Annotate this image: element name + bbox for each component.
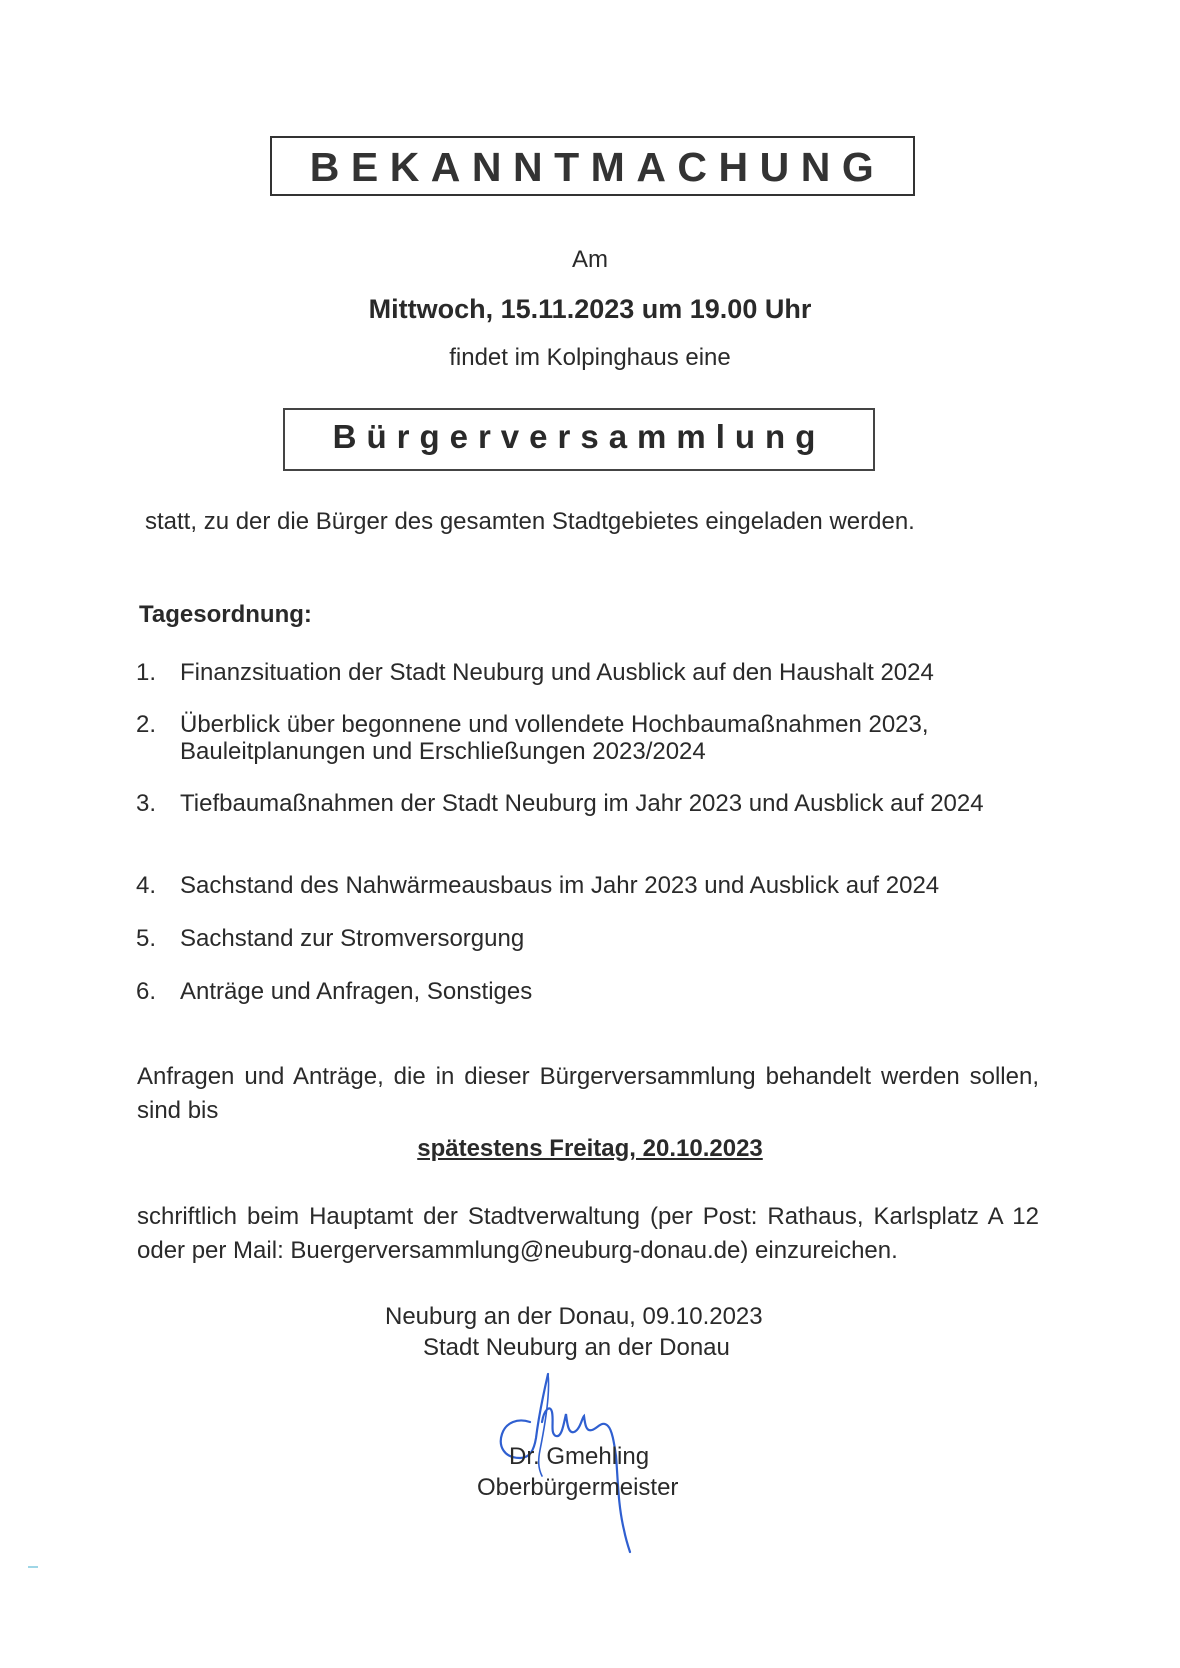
title-box xyxy=(270,136,915,196)
intro-line-am: Am xyxy=(572,246,608,273)
document-title: BEKANNTMACHUNG xyxy=(309,144,886,190)
signatory-role: Oberbürgermeister xyxy=(477,1474,679,1501)
signatory-name: Dr. Gmehling xyxy=(509,1443,650,1470)
agenda-heading: Tagesordnung: xyxy=(139,601,312,628)
agenda-item-label: Finanzsituation der Stadt Neuburg und Ausblick auf den Haushalt 2024 xyxy=(180,659,934,686)
agenda-item-label: Überblick über begonnene und vollendete Hochbaumaßnahmen 2023, Bauleitplanungen und Erschließungen 2023/2024 xyxy=(180,711,929,765)
agenda-item xyxy=(136,711,1056,767)
agenda-item xyxy=(136,978,1056,1008)
place-and-date: Neuburg an der Donau, 09.10.2023 xyxy=(385,1303,763,1330)
agenda-item-label: Sachstand des Nahwärmeausbaus im Jahr 2023 und Ausblick auf 2024 xyxy=(180,872,940,899)
submission-paragraph: schriftlich beim Hauptamt der Stadtverwaltung (per Post: Rathaus, Karlsplatz A 12 oder per Mail: Buergerversammlung@neuburg-donau.de) einzureichen. xyxy=(137,1203,1039,1264)
agenda-item xyxy=(136,872,1056,902)
agenda-item-number: 1. xyxy=(136,659,157,686)
event-name-box xyxy=(283,408,875,471)
meeting-date-time: Mittwoch, 15.11.2023 um 19.00 Uhr xyxy=(368,294,812,324)
agenda-item-number: 6. xyxy=(136,978,157,1005)
agenda-item-number: 5. xyxy=(136,925,157,952)
issuing-authority: Stadt Neuburg an der Donau xyxy=(423,1334,730,1361)
agenda-item-number: 4. xyxy=(136,872,157,899)
requests-paragraph: Anfragen und Anträge, die in dieser Bürgerversammlung behandelt werden sollen, sind bis xyxy=(137,1063,1039,1124)
agenda-item-number: 2. xyxy=(136,711,157,738)
agenda-item-label: Sachstand zur Stromversorgung xyxy=(180,925,525,952)
scan-artifact xyxy=(28,1566,38,1568)
invitation-text: statt, zu der die Bürger des gesamten Stadtgebietes eingeladen werden. xyxy=(145,508,915,535)
agenda-item xyxy=(136,659,1056,689)
agenda-item-number: 3. xyxy=(136,790,157,817)
agenda-item xyxy=(136,790,1056,846)
event-name: Bürgerversammlung xyxy=(332,418,826,455)
deadline-text: spätestens Freitag, 20.10.2023 xyxy=(417,1135,763,1162)
agenda-item-label: Anträge und Anfragen, Sonstiges xyxy=(180,978,533,1005)
intro-line-location: findet im Kolpinghaus eine xyxy=(449,344,731,371)
agenda-item-label: Tiefbaumaßnahmen der Stadt Neuburg im Jahr 2023 und Ausblick auf 2024 xyxy=(180,790,984,817)
agenda-item xyxy=(136,925,1056,955)
